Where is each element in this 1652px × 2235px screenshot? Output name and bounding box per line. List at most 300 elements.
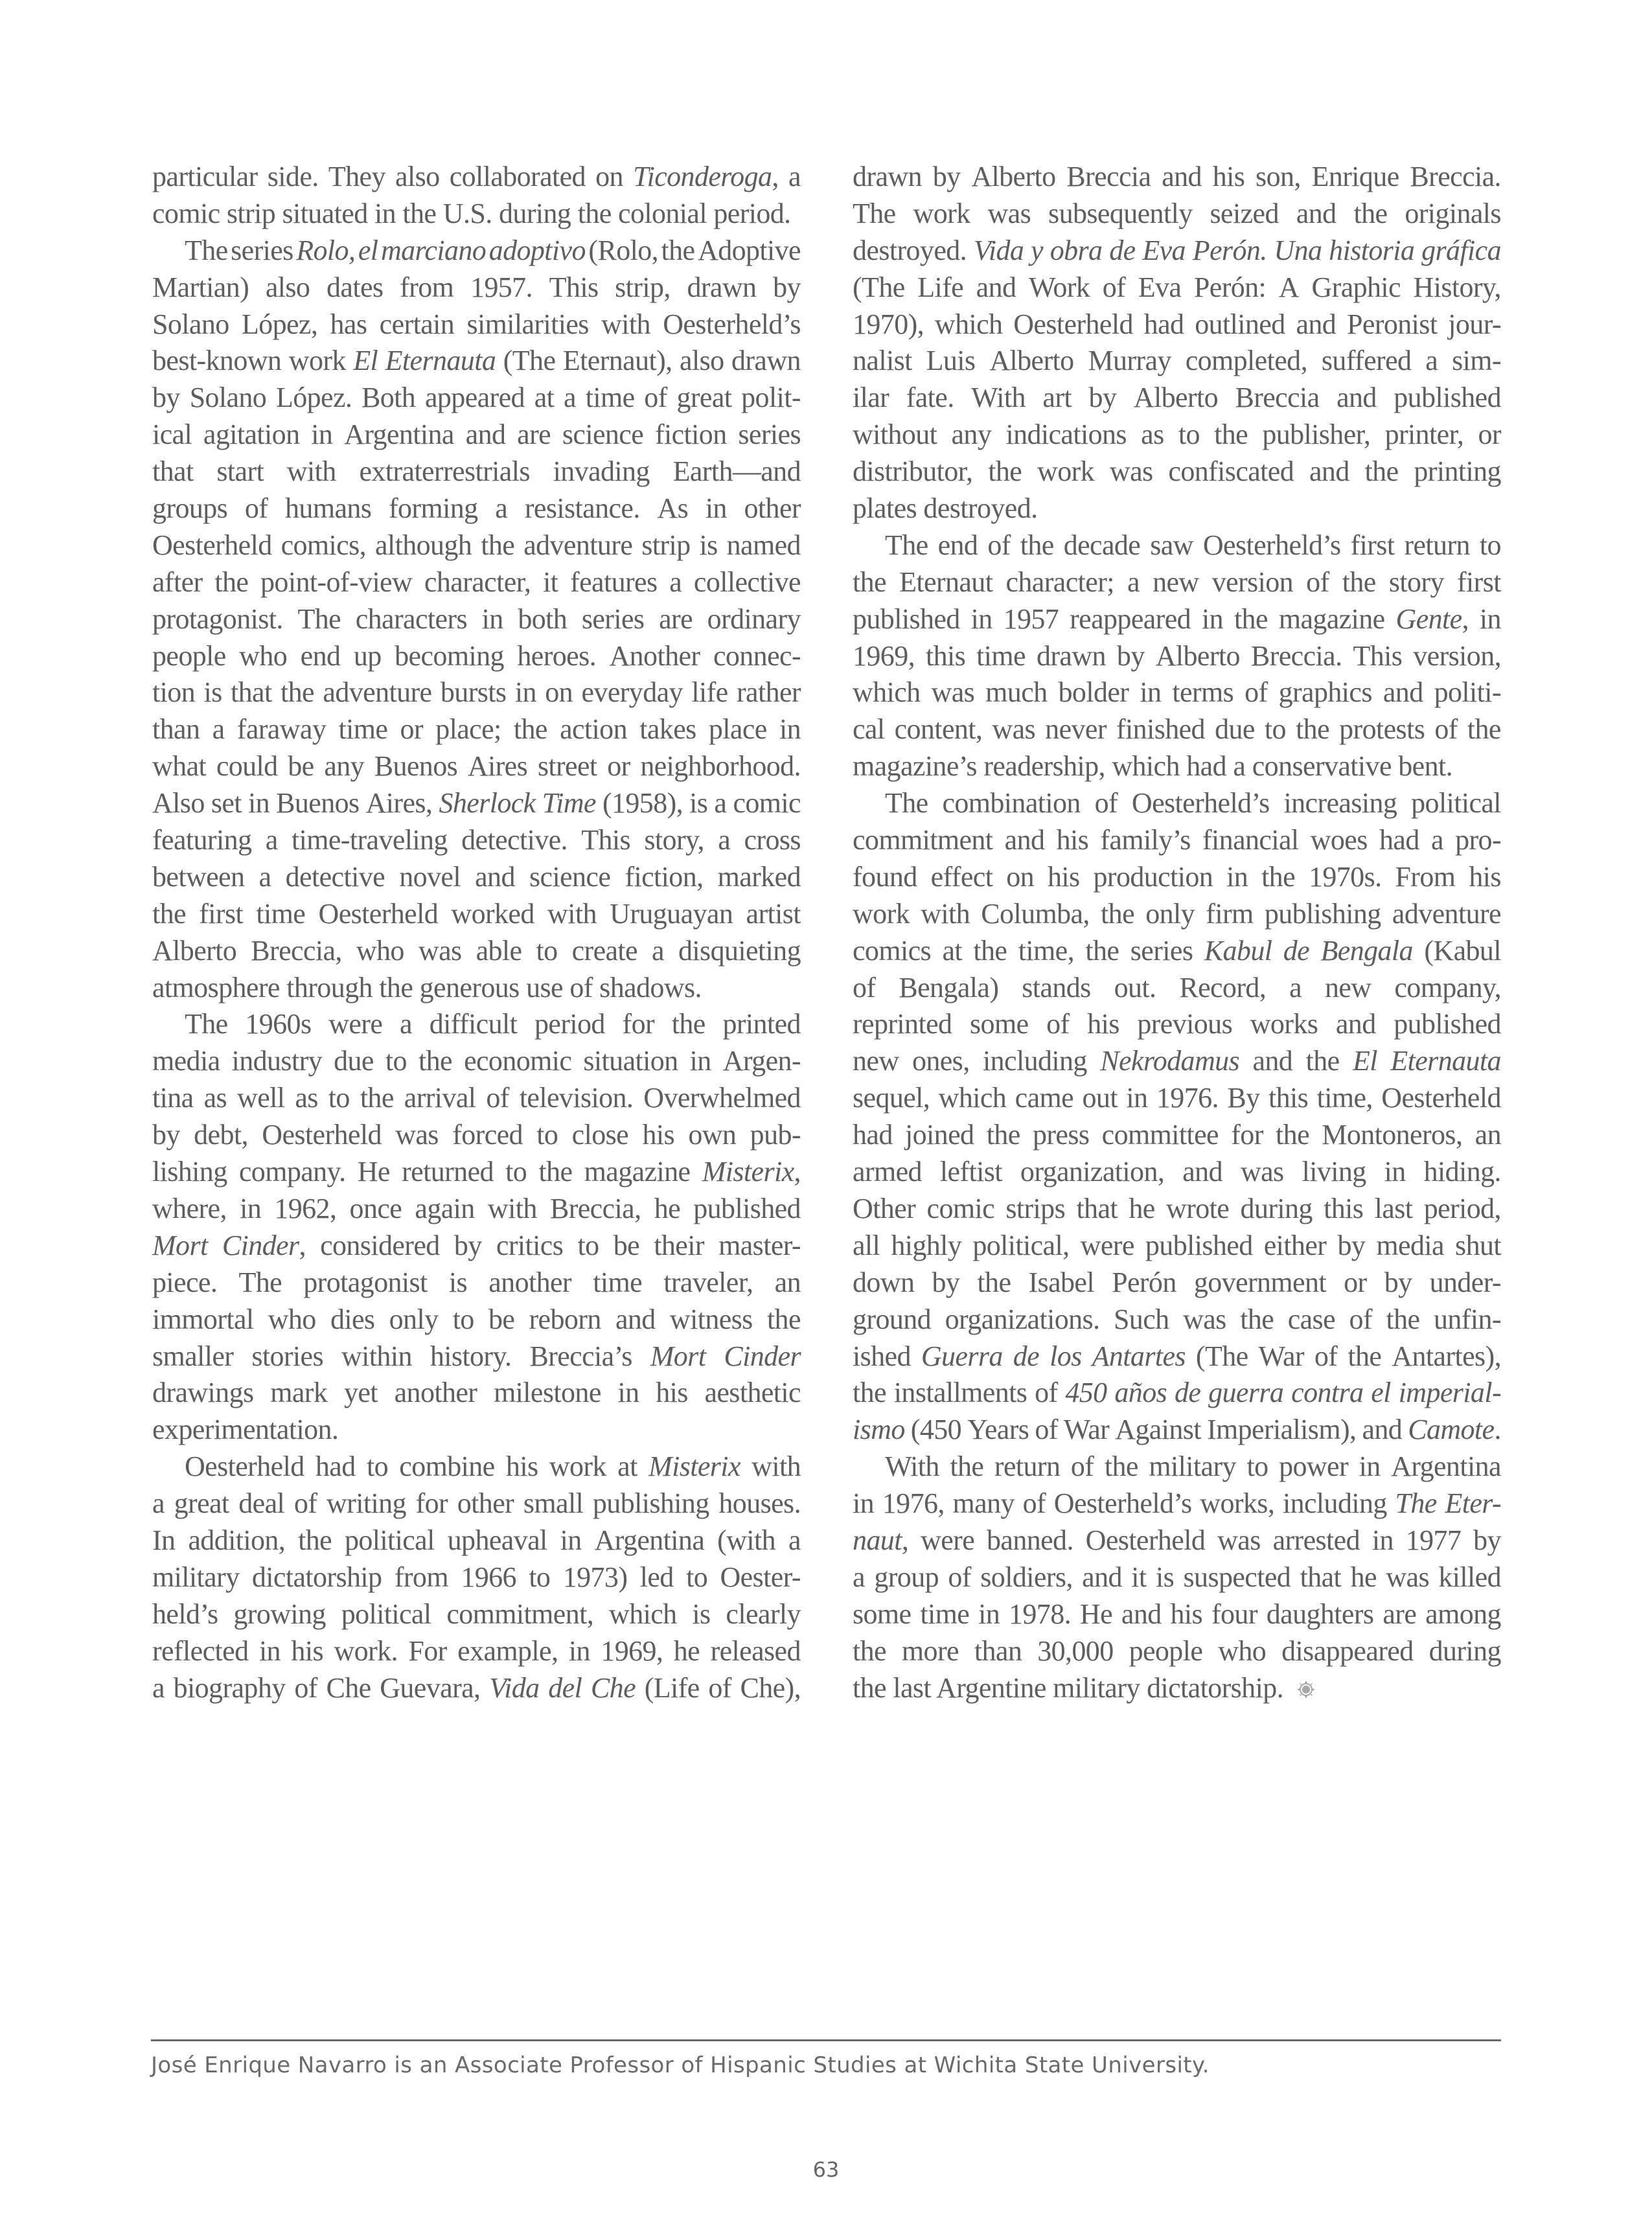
word: to bbox=[529, 1561, 551, 1593]
text-line bbox=[152, 1522, 801, 1559]
word: takes bbox=[639, 713, 696, 746]
word: Aires, bbox=[365, 787, 433, 820]
word: Solano bbox=[152, 308, 229, 340]
word: for bbox=[622, 1008, 655, 1040]
word: in bbox=[248, 787, 270, 820]
word: found bbox=[853, 860, 917, 893]
word: held’s bbox=[152, 1598, 218, 1630]
word: drawn bbox=[853, 161, 922, 192]
word: Aires bbox=[467, 750, 528, 783]
text-line bbox=[152, 822, 801, 859]
word: work bbox=[913, 197, 970, 229]
word: combine bbox=[399, 1450, 495, 1483]
word: 1957 bbox=[1003, 602, 1059, 635]
word: 1973) bbox=[562, 1561, 628, 1593]
word: some bbox=[853, 1598, 912, 1630]
text-line bbox=[853, 933, 1501, 970]
word: bolder bbox=[1058, 676, 1129, 709]
word: the bbox=[1101, 897, 1135, 930]
text-line bbox=[152, 674, 801, 711]
text-run: experimentation. bbox=[152, 1414, 339, 1446]
word: Oesterheld bbox=[1085, 1524, 1206, 1556]
word: which bbox=[609, 1598, 677, 1630]
word: for bbox=[1231, 1119, 1263, 1151]
word: hiding. bbox=[1423, 1156, 1501, 1188]
text-line bbox=[853, 564, 1501, 601]
text-line bbox=[853, 1117, 1501, 1154]
word: a bbox=[152, 1671, 165, 1704]
word: in bbox=[240, 1192, 262, 1224]
word: their bbox=[654, 1229, 704, 1261]
word: time bbox=[256, 897, 306, 930]
word: in bbox=[779, 713, 801, 746]
word: work bbox=[1037, 455, 1095, 488]
word: of bbox=[293, 1487, 317, 1520]
word: of bbox=[644, 382, 667, 414]
text-run: plates destroyed. bbox=[853, 492, 1038, 525]
word: and bbox=[475, 860, 515, 893]
word: to bbox=[536, 1119, 558, 1151]
word: great bbox=[676, 382, 732, 414]
word: historia bbox=[1329, 234, 1415, 266]
word: period, bbox=[1423, 1192, 1501, 1224]
word: among bbox=[1425, 1598, 1501, 1630]
word: Breccia bbox=[1066, 161, 1151, 192]
word: strip, bbox=[615, 271, 671, 303]
word: Cinder, bbox=[222, 1229, 306, 1261]
word: as bbox=[295, 1082, 318, 1114]
word: Oesterheld’s bbox=[1131, 787, 1270, 820]
word: collective bbox=[693, 566, 801, 598]
word: of bbox=[294, 1671, 317, 1704]
word: stories bbox=[251, 1340, 323, 1372]
word: the bbox=[1104, 1450, 1138, 1483]
word: government bbox=[1193, 1266, 1327, 1298]
word: Time bbox=[542, 787, 596, 820]
word: and bbox=[1337, 382, 1377, 414]
word: at bbox=[617, 1450, 637, 1483]
word: the bbox=[1233, 602, 1268, 635]
word: family’s bbox=[1100, 824, 1191, 856]
word: shut bbox=[1455, 1229, 1501, 1261]
word: polit- bbox=[741, 382, 801, 414]
word: Che bbox=[326, 1671, 371, 1704]
word: again bbox=[415, 1192, 475, 1224]
word: 1960s bbox=[245, 1008, 312, 1040]
word: bursts bbox=[440, 676, 507, 709]
word: are bbox=[517, 418, 551, 451]
word: Breccia. bbox=[1410, 161, 1501, 192]
word: de bbox=[1109, 234, 1136, 266]
word: printed bbox=[722, 1008, 801, 1040]
word: The bbox=[853, 197, 896, 229]
word: time bbox=[920, 1598, 970, 1630]
left-column bbox=[152, 159, 801, 1706]
word: also bbox=[265, 271, 310, 303]
word: could bbox=[216, 750, 278, 783]
word: by bbox=[152, 1119, 180, 1151]
word: imperial- bbox=[1398, 1377, 1501, 1409]
word: (The bbox=[503, 345, 556, 377]
word: political, bbox=[972, 1229, 1070, 1261]
word: strip bbox=[641, 529, 691, 561]
word: content, bbox=[894, 713, 983, 746]
word: with bbox=[547, 897, 597, 930]
text-line bbox=[152, 1191, 801, 1228]
word: people bbox=[1129, 1634, 1203, 1667]
word: all bbox=[853, 1229, 880, 1261]
word: television. bbox=[519, 1082, 634, 1114]
word: is bbox=[1155, 1561, 1175, 1593]
word: destroyed. bbox=[853, 234, 967, 266]
word: of bbox=[244, 492, 268, 525]
word: The bbox=[185, 234, 228, 266]
word: be bbox=[488, 1303, 515, 1335]
word: Eva bbox=[1142, 234, 1186, 266]
word: his bbox=[505, 1450, 538, 1483]
word: Peronist bbox=[1347, 308, 1438, 340]
word: A bbox=[1278, 271, 1299, 303]
word: houses. bbox=[718, 1487, 801, 1520]
word: For bbox=[408, 1634, 447, 1667]
word: and bbox=[976, 271, 1016, 303]
word: were bbox=[1080, 1229, 1134, 1261]
word: heroes. bbox=[517, 639, 596, 672]
word: and bbox=[1082, 1561, 1122, 1593]
word: Luis bbox=[926, 345, 976, 377]
word: neighborhood. bbox=[640, 750, 801, 783]
word: military bbox=[152, 1561, 240, 1593]
word: time-traveling bbox=[291, 824, 448, 856]
word: Montoneros, bbox=[1322, 1119, 1463, 1151]
text-line bbox=[853, 1043, 1501, 1080]
word: comic bbox=[733, 787, 801, 820]
word: dictatorship bbox=[251, 1561, 382, 1593]
word: by bbox=[1473, 1524, 1501, 1556]
word: immortal bbox=[152, 1303, 254, 1335]
text-line bbox=[853, 380, 1501, 417]
word: life bbox=[691, 676, 728, 709]
word: which bbox=[934, 308, 1003, 340]
word: ground bbox=[853, 1303, 932, 1335]
text-line bbox=[152, 1301, 801, 1338]
author-footnote: José Enrique Navarro is an Associate Professor of Hispanic Studies at Wichita State University. bbox=[151, 2052, 1210, 2078]
text-line bbox=[853, 417, 1501, 453]
word: comics bbox=[853, 934, 932, 967]
word: in bbox=[1359, 1450, 1381, 1483]
word: son, bbox=[1256, 161, 1301, 192]
word: Breccia bbox=[1235, 382, 1320, 414]
word: 450 bbox=[1065, 1377, 1107, 1409]
word: features bbox=[570, 566, 658, 598]
word: the bbox=[481, 529, 515, 561]
word: Murray bbox=[1088, 345, 1171, 377]
word: political bbox=[1411, 787, 1501, 820]
word: political bbox=[341, 1598, 431, 1630]
word: smaller bbox=[152, 1340, 234, 1372]
word: sim- bbox=[1452, 345, 1501, 377]
word: Misterix, bbox=[702, 1156, 801, 1188]
word: be bbox=[288, 750, 314, 783]
word: forming bbox=[388, 492, 478, 525]
word: guerra bbox=[1208, 1377, 1284, 1409]
word: he bbox=[1350, 1561, 1377, 1593]
text-line bbox=[152, 269, 801, 306]
word: in bbox=[617, 1377, 639, 1409]
word: protests bbox=[1339, 713, 1425, 746]
word: committee bbox=[1101, 1119, 1219, 1151]
text-line bbox=[152, 1412, 801, 1449]
text-line bbox=[853, 527, 1501, 564]
word: the bbox=[973, 934, 1007, 967]
word: obra bbox=[1050, 234, 1103, 266]
word: politi- bbox=[1434, 676, 1501, 709]
word: also bbox=[680, 345, 724, 377]
word: Guerra bbox=[921, 1340, 1003, 1372]
word: Another bbox=[609, 639, 700, 672]
word: pub- bbox=[750, 1119, 801, 1151]
word: As bbox=[657, 492, 689, 525]
word: the bbox=[853, 1634, 886, 1667]
text-line bbox=[853, 1228, 1501, 1265]
word: cross bbox=[744, 824, 801, 856]
word: in bbox=[1140, 676, 1162, 709]
word: new bbox=[1153, 566, 1199, 598]
word: growing bbox=[233, 1598, 326, 1630]
word: the bbox=[661, 234, 695, 266]
word: out bbox=[1082, 1082, 1118, 1114]
word: Oesterheld’s bbox=[1053, 1487, 1192, 1520]
word: and bbox=[465, 418, 506, 451]
word: of bbox=[1314, 1340, 1338, 1372]
word: drawn bbox=[687, 271, 757, 303]
word: to bbox=[452, 1303, 474, 1335]
word: printer, bbox=[1384, 418, 1464, 451]
word: and bbox=[1162, 161, 1202, 192]
word: With bbox=[971, 382, 1026, 414]
word: the bbox=[1348, 1340, 1382, 1372]
word: place; bbox=[435, 713, 501, 746]
word: a bbox=[1127, 566, 1140, 598]
word: Oesterheld bbox=[185, 1450, 304, 1483]
word: ished bbox=[853, 1340, 911, 1372]
word: increasing bbox=[1283, 787, 1397, 820]
word: dies bbox=[330, 1303, 375, 1335]
word: Mort bbox=[152, 1229, 208, 1261]
text-line bbox=[853, 970, 1501, 1007]
text-line bbox=[853, 674, 1501, 711]
word: his bbox=[1469, 860, 1501, 893]
word: Antartes), bbox=[1392, 1340, 1501, 1372]
word: in bbox=[1384, 1156, 1406, 1188]
word: comic bbox=[926, 1192, 995, 1224]
word: previous bbox=[1137, 1008, 1233, 1040]
word: Oesterheld bbox=[152, 529, 272, 561]
word: that bbox=[152, 455, 194, 488]
word: to bbox=[686, 1561, 708, 1593]
word: point-of-view bbox=[260, 566, 413, 598]
word: Misterix bbox=[648, 1450, 740, 1483]
text-line bbox=[152, 159, 801, 196]
word: of bbox=[1046, 1008, 1070, 1040]
word: History, bbox=[1413, 271, 1501, 303]
word: close bbox=[571, 1119, 629, 1151]
word: the bbox=[986, 1119, 1020, 1151]
word: publishing bbox=[1264, 897, 1381, 930]
word: 1977 bbox=[1405, 1524, 1462, 1556]
word: that bbox=[1076, 1192, 1118, 1224]
text-line bbox=[853, 1375, 1501, 1412]
word: a bbox=[669, 566, 682, 598]
word: for bbox=[415, 1487, 448, 1520]
word: was bbox=[395, 1119, 439, 1151]
word: on bbox=[545, 676, 573, 709]
word: Eternaut), bbox=[562, 345, 672, 377]
word: from bbox=[394, 1561, 448, 1593]
word: (The bbox=[1195, 1340, 1248, 1372]
text-line bbox=[853, 1412, 1501, 1449]
word: out. bbox=[1114, 971, 1156, 1003]
word: of bbox=[486, 1082, 509, 1114]
word: Oesterheld bbox=[1013, 308, 1133, 340]
word: in bbox=[1371, 1524, 1394, 1556]
word: novel bbox=[399, 860, 461, 893]
word: was bbox=[931, 676, 975, 709]
word: Eva bbox=[1138, 271, 1182, 303]
word: Nekrodamus bbox=[1100, 1045, 1240, 1077]
word: Solano bbox=[189, 382, 267, 414]
word: The bbox=[185, 1008, 228, 1040]
word: with bbox=[751, 1450, 801, 1483]
word: time, bbox=[1018, 934, 1074, 967]
word: in bbox=[970, 602, 992, 635]
word: was bbox=[992, 713, 1036, 746]
word: work bbox=[853, 897, 910, 930]
word: to bbox=[328, 1082, 350, 1114]
word: The bbox=[885, 529, 928, 561]
word: time, bbox=[1316, 1082, 1373, 1114]
word: appeared bbox=[424, 382, 525, 414]
text-line bbox=[152, 490, 801, 527]
word: Rolo, bbox=[296, 234, 356, 266]
word: another bbox=[394, 1377, 477, 1409]
word: a bbox=[652, 934, 664, 967]
word: Oesterheld bbox=[1381, 1082, 1501, 1114]
word: decade bbox=[1063, 529, 1141, 561]
word: of bbox=[1035, 1414, 1058, 1446]
text-line bbox=[152, 638, 801, 675]
word: Breccia’s bbox=[529, 1340, 632, 1372]
word: military bbox=[1149, 1450, 1236, 1483]
word: Eternaut bbox=[899, 566, 993, 598]
text-line bbox=[853, 1559, 1501, 1596]
word: rather bbox=[736, 676, 801, 709]
word: which bbox=[853, 676, 921, 709]
word: Eternauta bbox=[1390, 1045, 1501, 1077]
word: was bbox=[987, 197, 1031, 229]
word: Alberto bbox=[971, 161, 1056, 192]
word: Buenos bbox=[374, 750, 458, 783]
text-line bbox=[152, 1228, 801, 1265]
word: finished bbox=[1116, 713, 1205, 746]
word: the bbox=[1296, 713, 1330, 746]
word: both bbox=[518, 602, 568, 635]
text-line bbox=[853, 1670, 1501, 1707]
word: ismo bbox=[853, 1414, 905, 1446]
text-run: magazine’s readership, which had a conservative bent. bbox=[853, 750, 1453, 783]
text-line bbox=[152, 1338, 801, 1375]
word: Also bbox=[152, 787, 205, 820]
text-line bbox=[152, 711, 801, 748]
word: a bbox=[714, 787, 727, 820]
word: works, bbox=[1200, 1487, 1275, 1520]
text-line bbox=[152, 1265, 801, 1301]
word: unfin- bbox=[1433, 1303, 1501, 1335]
word: action bbox=[560, 713, 627, 746]
word: able bbox=[476, 934, 522, 967]
word: version, bbox=[1413, 639, 1501, 672]
word: Che), bbox=[740, 1671, 801, 1704]
word: wrote bbox=[1166, 1192, 1230, 1224]
word: at bbox=[942, 934, 962, 967]
word: after bbox=[152, 566, 203, 598]
word: indications bbox=[1005, 418, 1127, 451]
word: 1970), bbox=[853, 308, 924, 340]
word: and bbox=[1252, 1045, 1293, 1077]
word: el bbox=[358, 234, 378, 266]
word: where, bbox=[152, 1192, 227, 1224]
word: other bbox=[457, 1487, 514, 1520]
text-line bbox=[853, 453, 1501, 490]
word: start bbox=[216, 455, 264, 488]
word: War bbox=[1063, 1414, 1110, 1446]
word: press bbox=[1032, 1119, 1090, 1151]
word: is bbox=[448, 1266, 468, 1298]
word: had bbox=[1379, 824, 1419, 856]
word: 1969, bbox=[601, 1634, 663, 1667]
word: Cinder bbox=[724, 1340, 801, 1372]
word: by bbox=[152, 382, 180, 414]
word: return bbox=[1404, 529, 1470, 561]
word: the bbox=[1020, 529, 1054, 561]
word: installments bbox=[893, 1377, 1027, 1409]
text-line bbox=[853, 1080, 1501, 1117]
word: that bbox=[1300, 1561, 1342, 1593]
word: to bbox=[385, 1045, 407, 1077]
word: which bbox=[938, 1082, 1007, 1114]
word: work bbox=[549, 1450, 606, 1483]
word: Oesterheld bbox=[262, 1119, 382, 1151]
word: other bbox=[744, 492, 801, 525]
word: artist bbox=[746, 897, 801, 930]
word: detective bbox=[285, 860, 385, 893]
word: suffered bbox=[1321, 345, 1412, 377]
word: a bbox=[788, 161, 801, 192]
word: any bbox=[951, 418, 992, 451]
text-line bbox=[152, 896, 801, 933]
word: publisher, bbox=[1262, 418, 1371, 451]
word: time bbox=[593, 1266, 643, 1298]
word: reflected bbox=[152, 1634, 249, 1667]
word: 1978. bbox=[1009, 1598, 1072, 1630]
word: The bbox=[238, 1266, 282, 1298]
word: published bbox=[853, 602, 960, 635]
word: is bbox=[692, 1598, 711, 1630]
word: within bbox=[341, 1340, 412, 1372]
word: was bbox=[1386, 1561, 1429, 1593]
word: the bbox=[1240, 1303, 1274, 1335]
word: tion bbox=[152, 676, 196, 709]
